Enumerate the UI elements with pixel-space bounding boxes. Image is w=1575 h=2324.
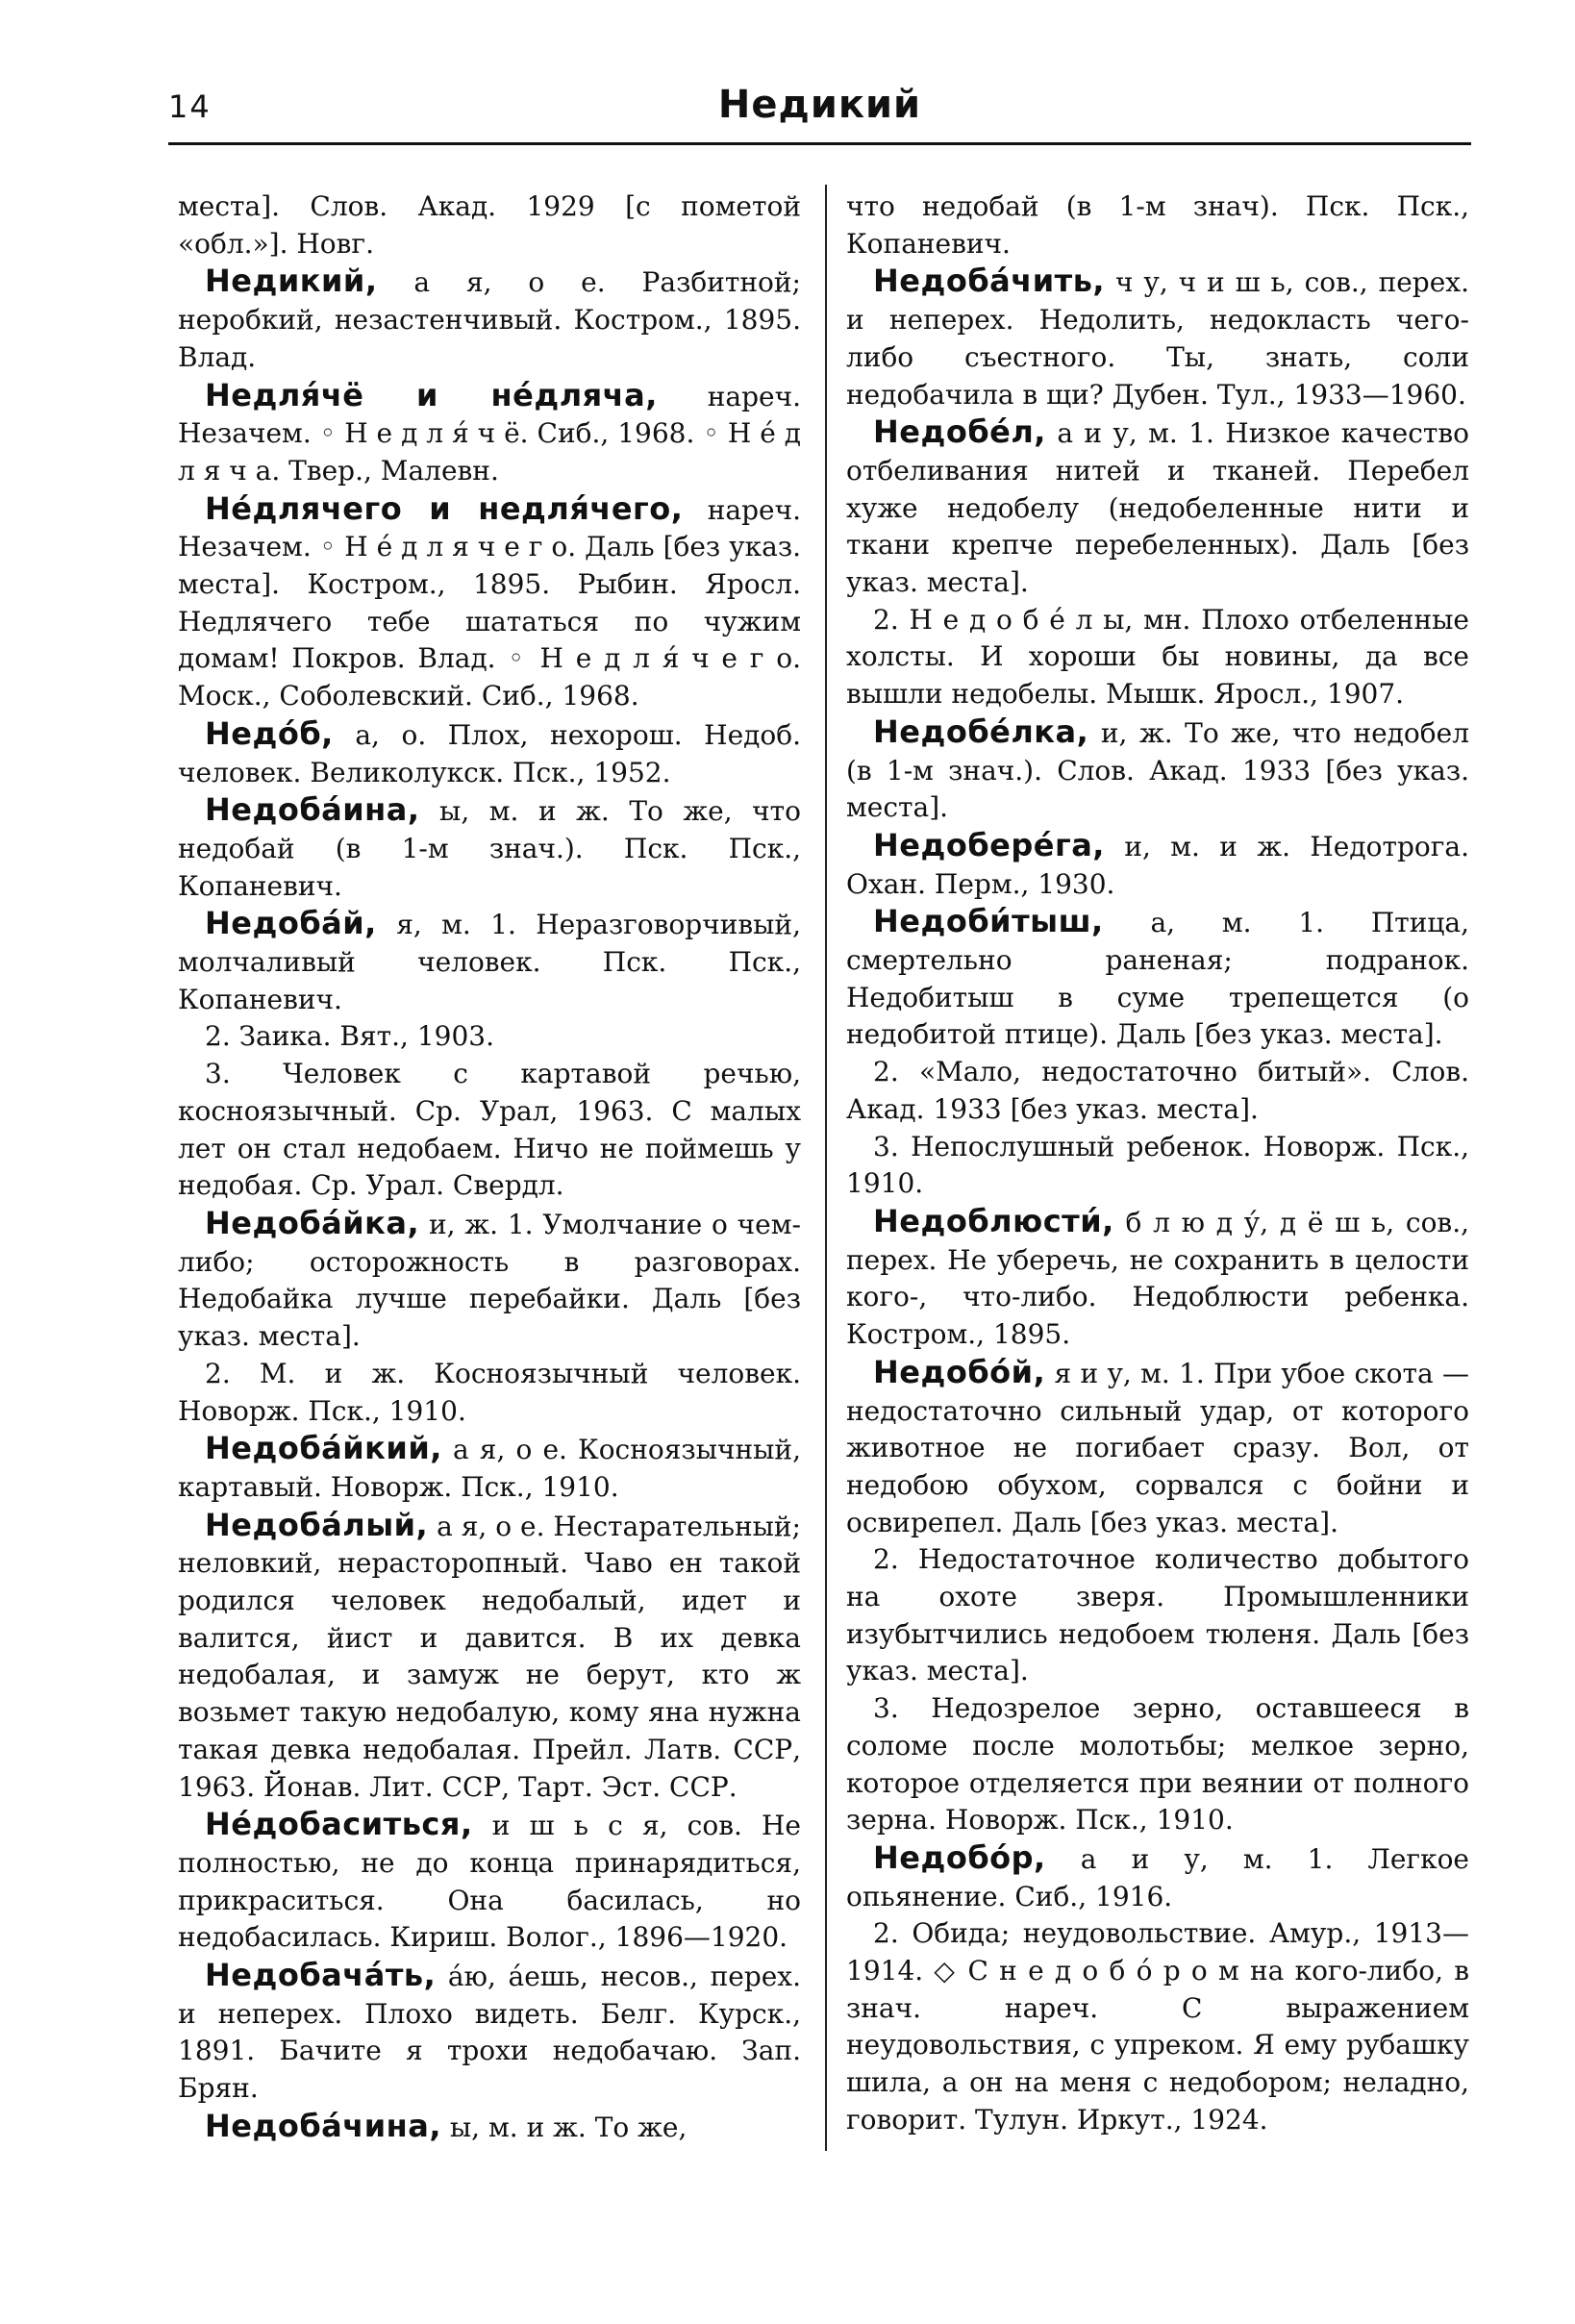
dictionary-entry <box>846 262 1469 413</box>
dictionary-entry <box>178 1507 801 1807</box>
dictionary-entry <box>846 827 1469 903</box>
headword: Недоби́тыш, <box>873 903 1104 940</box>
entry-sense: 2. М. и ж. Косноязычный человек. Новорж. Пск., 1910. <box>178 1357 801 1427</box>
entry-continuation: что недобай (в 1-м знач). Пск. Пск., Копаневич. <box>846 190 1469 260</box>
entry-sense: 3. Непослушный ребенок. Новорж. Пск., 1910. <box>846 1130 1469 1200</box>
entry-text: и, ж. То же, что недобел (в 1-м знач.). Слов. Акад. 1933 [без указ. места]. <box>846 716 1469 824</box>
dictionary-entry <box>178 715 801 791</box>
entry-sense: 2. Обида; неудовольствие. Амур., 1913—1914. ◇ С н е д о б о́ р о м на кого-либо, в знач. нареч. С выражением неудовольствия, с упреком. Я ему рубашку шила, а он на меня с недобором; неладно, говорит. Тулун. Иркут., 1924. <box>846 1917 1469 2136</box>
header-rule <box>168 142 1471 145</box>
dictionary-entry <box>178 262 801 376</box>
headword: Недобача́ть, <box>205 1957 437 1994</box>
headword: Недобере́га, <box>873 826 1105 863</box>
entry-text: я и у, м. 1. При убое скота — недостаточно сильный удар, от которого животное не погибает сразу. Вол, от недобою обухом, сорвался с бойни и освирепел. Даль [без указ. места]. <box>846 1357 1469 1538</box>
entry-sense: 3. Недозрелое зерно, оставшееся в соломе после молотьбы; мелкое зерно, которое отделяется при веянии от полного зерна. Новорж. Пск., 1910. <box>846 1692 1469 1837</box>
entry-text: а и у, м. 1. Легкое опьянение. Сиб., 1916. <box>846 1842 1469 1912</box>
headword: Недоба́ина, <box>205 791 420 829</box>
dictionary-entry <box>846 1354 1469 1542</box>
entry-sense: 2. Н е д о б е́ л ы, мн. Плохо отбеленные холсты. И хороши бы новины, да все вышли недобелы. Мышк. Яросл., 1907. <box>846 603 1469 711</box>
headword: Недоблюсти́, <box>873 1202 1114 1239</box>
headword: Не́добаситься, <box>205 1806 473 1843</box>
entry-text: а, о. Плох, нехорош. Недоб. человек. Великолукск. Пск., 1952. <box>178 718 801 788</box>
dictionary-entry <box>178 2108 801 2147</box>
dictionary-entry <box>178 791 801 905</box>
entry-text: а, м. 1. Птица, смертельно раненая; подранок. Недобитыш в суме трепещется (о недобитой птице). Даль [без указ. места]. <box>846 907 1469 1051</box>
entry-continuation: места]. Слов. Акад. 1929 [с пометой «обл.»]. Новг. <box>178 190 801 260</box>
headword: Недоба́йка, <box>205 1204 420 1241</box>
page-header <box>168 83 1471 142</box>
dictionary-entry <box>846 413 1469 602</box>
entry-text: и, ж. 1. Умолчание о чем-либо; осторожность в разговорах. Недобайка лучше перебайки. Даль [без указ. места]. <box>178 1208 801 1353</box>
headword: Недоба́лый, <box>205 1506 429 1543</box>
headword: Недобо́й, <box>873 1353 1046 1390</box>
dictionary-entry <box>846 903 1469 1054</box>
dictionary-entry <box>178 490 801 715</box>
entry-text: и, м. и ж. Недотрога. Охан. Перм., 1930. <box>846 830 1469 900</box>
entry-text: ч у, ч и ш ь, сов., перех. и неперех. Недолить, недокласть чего-либо съестного. Ты, знать, соли недобачила в щи? Дубен. Тул., 1933—1960. <box>846 266 1469 411</box>
dictionary-entry <box>178 1205 801 1356</box>
dictionary-entry <box>178 1430 801 1506</box>
page-number: 14 <box>168 88 212 125</box>
dictionary-entry <box>178 377 801 490</box>
entry-text: ы, м. и ж. То же, что недобай (в 1-м знач.). Пск. Пск., Копаневич. <box>178 795 801 902</box>
entry-text: б л ю д у́, д ё ш ь, сов., перех. Не уберечь, не сохранить в целости кого-, что-либо. Недоблюсти ребенка. Костром., 1895. <box>846 1206 1469 1351</box>
headword: Не́длячего и недля́чего, <box>205 489 684 527</box>
entry-text: а́ю, а́ешь, несов., перех. и неперех. Плохо видеть. Белг. Курск., 1891. Бачите я трохи недобачаю. Зап. Брян. <box>178 1961 801 2105</box>
entry-text: а я, о е. Разбитной; неробкий, незастенчивый. Костром., 1895. Влад. <box>178 266 801 373</box>
headword: Недоба́чина, <box>205 2107 441 2144</box>
headword: Недобе́л, <box>873 413 1046 451</box>
dictionary-entry <box>846 713 1469 827</box>
dictionary-entry <box>846 1203 1469 1354</box>
right-column <box>846 188 1469 2139</box>
headword: Недля́чё и не́дляча, <box>205 376 658 413</box>
dictionary-entry <box>178 1957 801 2108</box>
left-column <box>178 188 801 2147</box>
entry-text: а и у, м. 1. Низкое качество отбеливания нитей и тканей. Перебел хуже недобелу (недобеленные нити и ткани крепче перебеленных). Даль [без указ. места]. <box>846 417 1469 599</box>
headword: Недобо́р, <box>873 1838 1046 1876</box>
dictionary-entry <box>846 1839 1469 1915</box>
column-divider <box>825 185 827 2151</box>
headword: Недоба́йкий, <box>205 1430 442 1467</box>
entry-sense: 3. Человек с картавой речью, косноязычный. Ср. Урал, 1963. С малых лет он стал недобаем. Ничо не поймешь у недобая. Ср. Урал. Свердл. <box>178 1058 801 1202</box>
entry-text: а я, о е. Косноязычный, картавый. Новорж. Пск., 1910. <box>178 1434 801 1503</box>
headword: Недобе́лка, <box>873 712 1089 750</box>
entry-sense: 2. «Мало, недостаточно битый». Слов. Акад. 1933 [без указ. места]. <box>846 1056 1469 1125</box>
entry-text: и ш ь с я, сов. Не полностью, не до конца принарядиться, прикраситься. Она басилась, но недобасилась. Кириш. Волог., 1896—1920. <box>178 1810 801 1954</box>
dictionary-entry <box>178 1806 801 1957</box>
entry-sense: 2. Недостаточное количество добытого на охоте зверя. Промышленники изубытчились недобоем тюленя. Даль [без указ. места]. <box>846 1543 1469 1687</box>
headword: Недо́б, <box>205 714 334 752</box>
entry-text: ы, м. и ж. То же, <box>441 2111 688 2143</box>
entry-text: я, м. 1. Неразговорчивый, молчаливый человек. Пск. Пск., Копаневич. <box>178 909 801 1015</box>
headword: Недоба́й, <box>205 905 377 942</box>
headword: Недикий, <box>205 262 378 300</box>
entry-text: а я, о е. Нестарательный; неловкий, нерасторопный. Чаво ен такой родился человек недобалый, идет и валится, йист и давится. В их девка недобалая, и замуж не берут, кто ж возьмет такую недобалую, кому яна нужна такая девка недобалая. Прейл. Латв. ССР, 1963. Йонав. Лит. ССР, Тарт. Эст. ССР. <box>178 1510 801 1803</box>
entry-text: нареч. Незачем. ◦ Н е́ д л я ч е г о. Даль [без указ. места]. Костром., 1895. Рыбин. Яросл. Недлячего тебе шататься по чужим домам! Покров. Влад. ◦ Н е д л я́ ч е г о. Моск., Соболевский. Сиб., 1968. <box>178 493 801 712</box>
entry-text: нареч. Незачем. ◦ Н е д л я́ ч ё. Сиб., 1968. ◦ Н е́ д л я ч а. Твер., Малевн. <box>178 380 801 487</box>
entry-sense: 2. Заика. Вят., 1903. <box>205 1020 494 1053</box>
dictionary-entry <box>178 905 801 1018</box>
running-head: Недикий <box>717 83 922 127</box>
headword: Недоба́чить, <box>873 262 1106 300</box>
